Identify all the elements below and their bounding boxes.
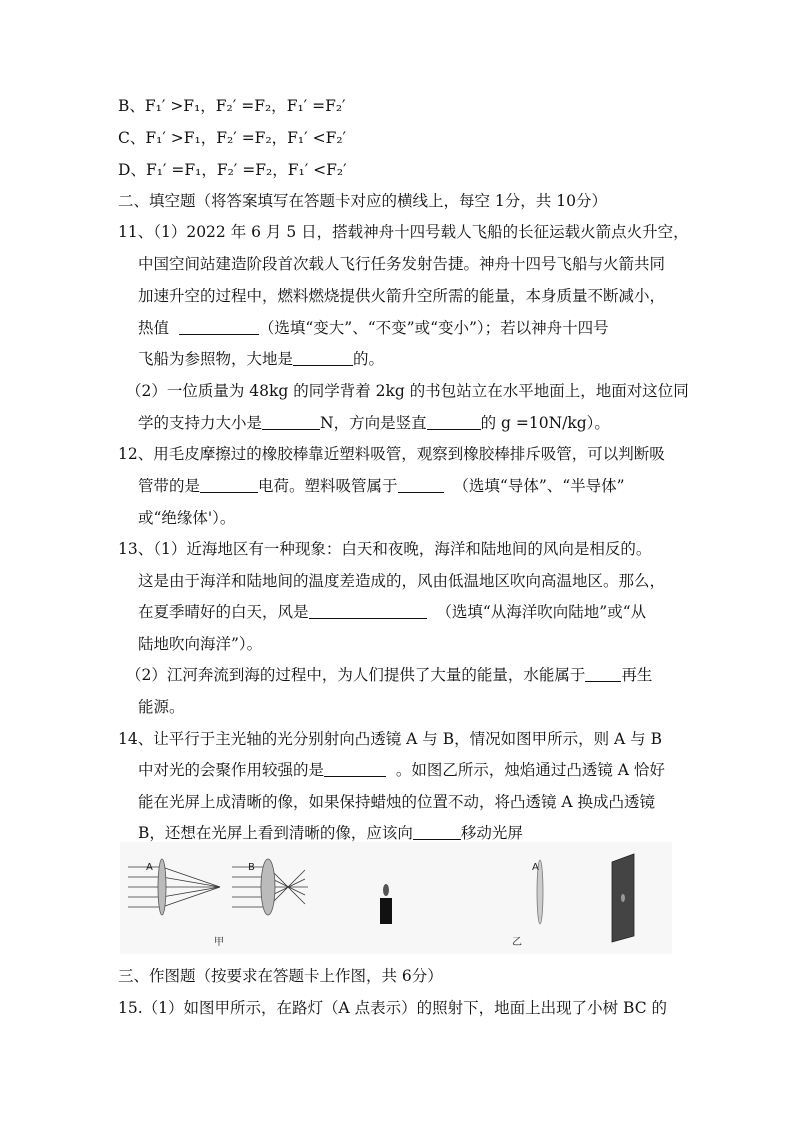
answer-blank[interactable]: [585, 666, 621, 682]
q12-line-1: 12、用毛皮摩擦过的橡胶棒靠近塑料吸管，观察到橡胶棒排斥吸管，可以判断吸: [118, 445, 665, 463]
answer-blank[interactable]: [293, 350, 353, 366]
q11-line-4: 热值 （选填“变大”、“不变”或“变小”）；若以神舟十四号: [138, 319, 609, 337]
q12-line-2: 管带的是 电荷。塑料吸管属于 （选填“导体”、“半导体”: [138, 477, 625, 495]
q11-line-3: 加速升空的过程中，燃料燃烧提供火箭升空所需的能量，本身质量不断减小，: [138, 287, 666, 305]
lens-a-label: A: [146, 862, 153, 873]
convex-lens-a: [158, 859, 166, 915]
answer-blank[interactable]: [262, 414, 320, 430]
option-c: C、F₁′ >F₁，F₂′ =F₂，F₁′ <F₂′: [118, 129, 347, 147]
q13-line-5: （2）江河奔流到海的过程中，为人们提供了大量的能量，水能属于 再生: [126, 666, 653, 684]
lens-a-yi-label: A: [532, 862, 539, 873]
answer-blank[interactable]: [200, 477, 258, 493]
figure-yi-label: 乙: [512, 937, 522, 948]
q14-line-3: 能在光屏上成清晰的像，如果保持蜡烛的位置不动，将凸透镜 A 换成凸透镜: [138, 793, 656, 811]
q13-line-2: 这是由于海洋和陆地间的温度差造成的，风由低温地区吹向高温地区。那么，: [138, 572, 666, 590]
q11-line-5: 飞船为参照物，大地是 的。: [138, 350, 385, 368]
light-screen: [612, 854, 634, 942]
q11-line-2: 中国空间站建造阶段首次载人飞行任务发射告捷。神舟十四号飞船与火箭共同: [138, 255, 666, 273]
answer-blank[interactable]: [398, 477, 444, 493]
q13-line-3: 在夏季晴好的白天，风是 （选填“从海洋吹向陆地”或“从: [138, 603, 647, 621]
answer-blank[interactable]: [324, 761, 386, 777]
section-heading-drawing: 三、作图题（按要求在答题卡上作图，共 6分）: [118, 967, 443, 985]
q13-line-1: 13、（1）近海地区有一种现象：白天和夜晚，海洋和陆地间的风向是相反的。: [118, 540, 652, 558]
convex-lens-b: [261, 859, 275, 915]
q11-line-1: 11、（1）2022 年 6 月 5 日，搭载神舟十四号载人飞船的长征运载火箭点火升空，: [118, 223, 689, 241]
answer-blank[interactable]: [179, 319, 259, 335]
q12-line-3: 或“绝缘体'）。: [138, 509, 236, 527]
option-d: D、F₁′ =F₁，F₂′ =F₂，F₁′ <F₂′: [118, 161, 347, 179]
q14-line-2: 中对光的会聚作用较强的是 。如图乙所示，烛焰通过凸透镜 A 恰好: [138, 761, 665, 779]
answer-blank[interactable]: [427, 414, 481, 430]
section-heading-fill-in: 二、填空题（将答案填写在答题卡对应的横线上，每空 1分，共 10分）: [118, 192, 607, 210]
answer-blank[interactable]: [413, 824, 461, 840]
figure-jia-label: 甲: [214, 937, 224, 948]
option-b: B、F₁′ >F₁，F₂′ =F₂，F₁′ =F₂′: [118, 97, 346, 115]
lens-b-label: B: [248, 862, 255, 873]
q13-line-4: 陆地吹向海洋”）。: [138, 635, 263, 653]
lens-figure: [120, 842, 672, 954]
q15-line-1: 15.（1）如图甲所示，在路灯（A 点表示）的照射下，地面上出现了小树 BC 的: [118, 999, 668, 1017]
q11-line-6: （2）一位质量为 48kg 的同学背着 2kg 的书包站立在水平地面上，地面对这位同: [126, 382, 689, 400]
q14-line-4: B，还想在光屏上看到清晰的像，应该向 移动光屏: [138, 824, 523, 842]
q14-line-1: 14、让平行于主光轴的光分别射向凸透镜 A 与 B，情况如图甲所示，则 A 与 B: [118, 730, 662, 748]
q13-line-6: 能源。: [138, 698, 185, 716]
answer-blank[interactable]: [309, 603, 427, 619]
q11-line-7: 学的支持力大小是 N，方向是竖直 的 g =10N/kg）。: [138, 414, 610, 432]
